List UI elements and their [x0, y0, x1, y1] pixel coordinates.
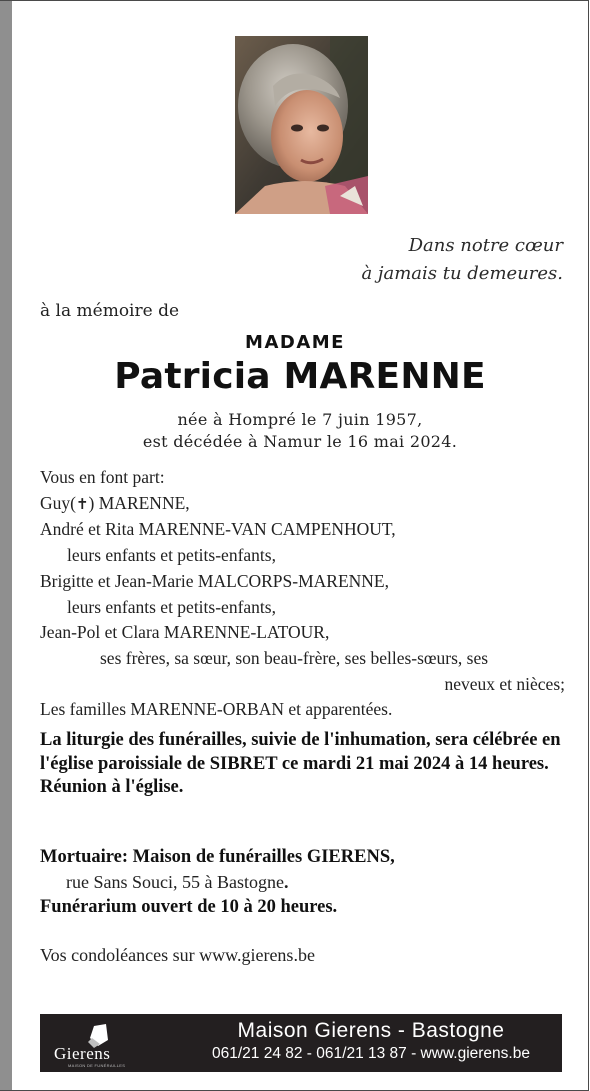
mortuary-address-dot: .	[283, 872, 289, 892]
family-line-guy	[40, 491, 565, 518]
honorific: MADAME	[245, 332, 345, 353]
ceremony-reunion: Réunion à l'église.	[40, 777, 184, 797]
cross-icon: ✝	[75, 494, 89, 513]
quote-line-2: à jamais tu demeures.	[361, 263, 563, 284]
family-line-andre: André et Rita MARENNE-VAN CAMPENHOUT,	[40, 519, 396, 540]
guy-before: Guy(	[40, 492, 76, 513]
family-line-jeanpol: Jean-Pol et Clara MARENNE-LATOUR,	[40, 622, 330, 643]
family-line-nephews: neveux et nièces;	[444, 673, 565, 694]
company-name: Maison Gierens - Bastogne	[237, 1019, 505, 1042]
company-contacts: 061/21 24 82 - 061/21 13 87 - www.gierens.be	[212, 1045, 530, 1062]
memorial-quote	[361, 232, 563, 288]
birth-line: née à Hompré le 7 juin 1957,	[177, 410, 423, 429]
funerarium-hours: Funérarium ouvert de 10 à 20 heures.	[40, 897, 338, 917]
condolences-link[interactable]: Vos condoléances sur www.gierens.be	[40, 945, 315, 965]
family-line-brigitte: Brigitte et Jean-Marie MALCORPS-MARENNE,	[40, 570, 389, 591]
logo-subtitle: MAISON DE FUNÉRAILLES	[68, 1063, 126, 1068]
family-line-andre-children: leurs enfants et petits-enfants,	[67, 545, 276, 566]
family-line-siblings: ses frères, sa sœur, son beau-frère, ses belles-sœurs, ses	[100, 647, 489, 668]
mortuary-title: Mortuaire: Maison de funérailles GIERENS,	[40, 847, 395, 867]
deceased-name: Patricia MARENNE	[114, 356, 486, 397]
guy-after: ) MARENNE,	[88, 492, 190, 513]
portrait-photo	[235, 36, 368, 214]
family-announcement	[40, 465, 565, 723]
in-memory-of: à la mémoire de	[40, 301, 180, 321]
family-line-brigitte-children: leurs enfants et petits-enfants,	[67, 596, 276, 617]
death-line: est décédée à Namur le 16 mai 2024.	[142, 432, 458, 451]
funeral-home-banner	[40, 1014, 562, 1072]
mortuary-address	[66, 872, 288, 893]
family-intro: Vous en font part:	[40, 467, 165, 487]
family-line-families: Les familles MARENNE-ORBAN et apparentées.	[40, 699, 393, 720]
mortuary-address-text: rue Sans Souci, 55 à Bastogne	[66, 872, 284, 892]
birth-death-dates	[0, 409, 590, 453]
ceremony-text: La liturgie des funérailles, suivie de l'inhumation, sera célébrée en l'église paroissiale de SIBRET ce mardi 21 mai 2024 à 14 heures.	[40, 730, 561, 774]
logo-wordmark: Gierens	[54, 1044, 111, 1063]
ceremony-block	[40, 729, 570, 800]
portrait-image	[235, 36, 368, 214]
quote-line-1: Dans notre cœur	[408, 235, 563, 256]
